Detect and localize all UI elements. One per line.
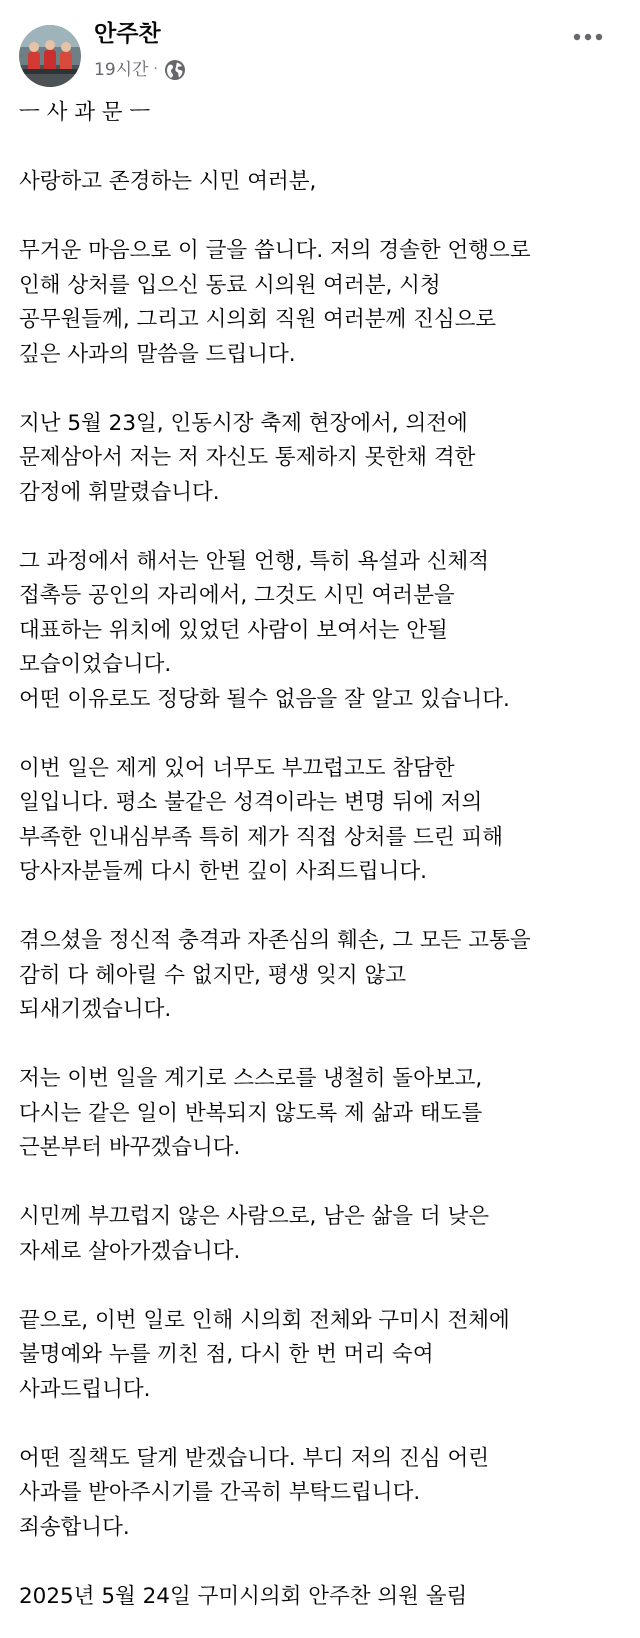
post-heading: ㅡ 사 과 문 ㅡ xyxy=(19,100,151,125)
post-text-line: 무거운 마음으로 이 글을 씁니다. 저의 경솔한 언행으로 xyxy=(19,238,531,263)
post-text-line: 일입니다. 평소 불같은 성격이라는 변명 뒤에 저의 xyxy=(19,790,483,815)
post-text-line: 당사자분들께 다시 한번 깊이 사죄드립니다. xyxy=(19,859,428,884)
paragraph-gap xyxy=(19,372,624,407)
avatar[interactable] xyxy=(19,25,81,87)
post-text-line: 접촉등 공인의 자리에서, 그것도 시민 여러분을 xyxy=(19,583,455,608)
post-text-line: 2025년 5월 24일 구미시의회 안주찬 의원 올림 xyxy=(19,1583,468,1609)
post-text-line: 저는 이번 일을 계기로 스스로를 냉철히 돌아보고, xyxy=(19,1066,483,1091)
post-text-line: 어떤 이유로도 정당화 될수 없음을 잘 알고 있습니다. xyxy=(19,686,510,712)
post-text-line: 부족한 인내심부족 특히 제가 직접 상처를 드린 피해 xyxy=(19,824,503,850)
paragraph-gap xyxy=(19,1028,624,1063)
post-text-line: 다시는 같은 일이 반복되지 않도록 제 삶과 태도를 xyxy=(19,1100,483,1126)
post-text-line: 인해 상처를 입으신 동료 시의원 여러분, 시청 xyxy=(19,272,441,298)
post-text-line: 자세로 살아가겠습니다. xyxy=(19,1238,241,1264)
post-text-line: 죄송합니다. xyxy=(19,1514,130,1540)
paragraph-gap xyxy=(19,890,624,925)
paragraph-gap xyxy=(19,1545,624,1580)
paragraph-gap xyxy=(19,131,624,166)
post-text-line: 불명예와 누를 끼친 점, 다시 한 번 머리 숙여 xyxy=(19,1342,434,1367)
post-text-line: 근본부터 바꾸겠습니다. xyxy=(19,1135,241,1160)
meta-separator: · xyxy=(153,62,158,77)
globe-icon xyxy=(164,59,186,81)
post-text-line: 어떤 질책도 달게 받겠습니다. 부디 저의 진심 어린 xyxy=(19,1445,490,1471)
post-text-line: 감히 다 헤아릴 수 없지만, 평생 잊지 않고 xyxy=(19,962,406,988)
post-text-line: 모습이었습니다. xyxy=(19,652,172,677)
post-text-line: 사랑하고 존경하는 시민 여러분, xyxy=(19,169,317,194)
post-text-line: 대표하는 위치에 있었던 사람이 보여서는 안될 xyxy=(19,617,448,643)
post-text-line: 이번 일은 제게 있어 너무도 부끄럽고도 참담한 xyxy=(19,755,455,781)
post-text-line: 감정에 휘말렸습니다. xyxy=(19,479,220,505)
post-text-line: 깊은 사과의 말씀을 드립니다. xyxy=(19,341,296,367)
profile-photo xyxy=(19,25,81,87)
more-options-button[interactable] xyxy=(568,22,608,52)
post-text-line: 문제삼아서 저는 저 자신도 통제하지 못한채 격한 xyxy=(19,445,476,470)
paragraph-gap xyxy=(19,1269,624,1304)
paragraph-gap xyxy=(19,1166,624,1201)
post-body xyxy=(19,96,624,1614)
post-text-line: 끝으로, 이번 일로 인해 시의회 전체와 구미시 전체에 xyxy=(19,1307,510,1333)
post-text-line: 공무원들께, 그리고 시의회 직원 여러분께 진심으로 xyxy=(19,307,497,332)
paragraph-gap xyxy=(19,1407,624,1442)
more-horizontal-icon xyxy=(573,33,603,41)
post-text-line: 사과를 받아주시기를 간곡히 부탁드립니다. xyxy=(19,1480,421,1505)
post-text-line: 되새기겠습니다. xyxy=(19,997,172,1022)
post-text-line: 사과드립니다. xyxy=(19,1376,151,1402)
post-timestamp[interactable]: 19시간 xyxy=(94,60,149,80)
post-meta xyxy=(94,56,186,84)
paragraph-gap xyxy=(19,200,624,235)
post-text-line: 그 과정에서 해서는 안될 언행, 특히 욕설과 신체적 xyxy=(19,548,490,574)
post-text-line: 겪으셨을 정신적 충격과 자존심의 훼손, 그 모든 고통을 xyxy=(19,928,531,953)
post-text-line: 시민께 부끄럽지 않은 사람으로, 남은 삶을 더 낮은 xyxy=(19,1204,490,1229)
post-text-line: 지난 5월 23일, 인동시장 축제 현장에서, 의전에 xyxy=(19,410,468,436)
paragraph-gap xyxy=(19,510,624,545)
paragraph-gap xyxy=(19,717,624,752)
author-name[interactable]: 안주찬 xyxy=(94,21,161,47)
post-header xyxy=(0,0,640,100)
